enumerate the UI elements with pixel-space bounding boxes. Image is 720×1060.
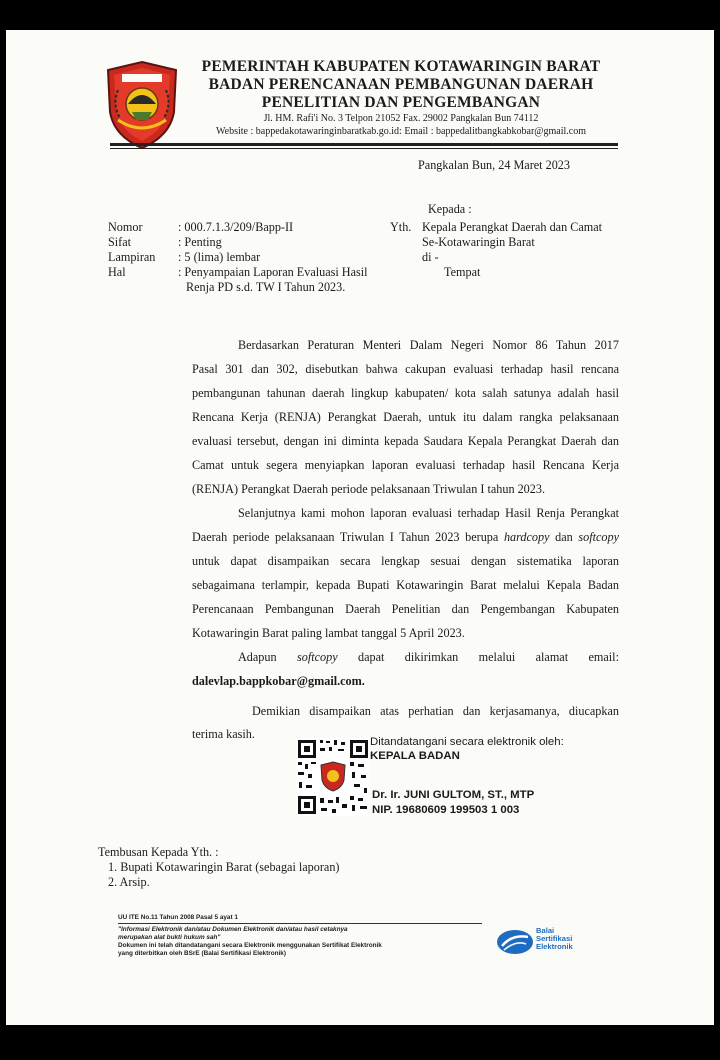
recipient-line2: Se-Kotawaringin Barat <box>422 235 535 249</box>
bsre-text: Balai <box>536 926 555 935</box>
letterhead-agency: BADAN PERENCANAAN PEMBANGUNAN DAERAH <box>208 76 594 93</box>
body-p3-word: alamat <box>535 650 569 664</box>
report-email-link[interactable]: dalevlap.bappkobar@gmail.com. <box>192 674 365 688</box>
recipient-di: di - <box>422 250 439 264</box>
body-p1-line: pembangunan tahunan daerah lingkup kabupaten/ kota salah satunya adalah hasil <box>192 386 619 400</box>
body-p3-word: email: <box>588 650 619 664</box>
cc-item: 1. Bupati Kotawaringin Barat (sebagai laporan) <box>108 860 340 874</box>
body-p2-line: Selanjutnya kami mohon laporan evaluasi terhadap Hasil Renja Perangkat <box>238 506 619 520</box>
cc-title: Tembusan Kepada Yth. : <box>98 845 219 859</box>
recipient-kepada: Kepada : <box>428 202 472 216</box>
body-p2-line <box>192 530 619 545</box>
body-p1-line: Pasal 301 dan 302, disebutkan bahwa cakupan evaluasi terhadap hasil rencana <box>192 362 619 376</box>
body-p3-word: dapat <box>358 650 385 664</box>
body-p2-line: Kotawaringin Barat paling lambat tanggal 5 April 2023. <box>192 626 465 640</box>
nomor-label: Nomor <box>108 220 143 234</box>
footer-esign-statement: yang diterbitkan oleh BSrE (Balai Sertifikasi Elektronik) <box>118 950 286 957</box>
hardcopy-term: hardcopy <box>503 530 550 544</box>
softcopy-term: softcopy <box>578 530 619 544</box>
bsre-wordmark <box>536 927 573 951</box>
body-p1-line: (RENJA) Perangkat Daerah periode pelaksanaan Triwulan I tahun 2023. <box>192 482 546 496</box>
body-p3-line <box>238 650 619 665</box>
signer-name: Dr. Ir. JUNI GULTOM, ST., MTP <box>372 789 535 801</box>
body-p4-line: Demikian disampaikan atas perhatian dan kerjasamanya, diucapkan <box>252 704 619 718</box>
bsre-text: Elektronik <box>536 942 573 951</box>
lampiran-value: : 5 (lima) lembar <box>178 250 261 264</box>
header-thin-rule <box>110 148 618 149</box>
letterhead-government: PEMERINTAH KABUPATEN KOTAWARINGIN BARAT <box>201 58 601 75</box>
sifat-label: Sifat <box>108 235 132 249</box>
body-p2-line: untuk dapat disampaikan secara lengkap sesuai dengan sistematika laporan <box>192 554 619 568</box>
hal-value-line1: : Penyampaian Laporan Evaluasi Hasil <box>178 265 368 279</box>
letter-page <box>6 30 714 1025</box>
qr-code-icon[interactable] <box>296 738 370 816</box>
body-p4-line: terima kasih. <box>192 727 255 741</box>
cc-item: 2. Arsip. <box>108 875 150 889</box>
letterhead-website: Website : bappedakotawaringinbaratkab.go.id: Email : bappedalitbangkabkobar@gmail.com <box>216 126 586 137</box>
header-thick-rule <box>110 143 618 146</box>
recipient-yth: Yth. <box>390 220 412 234</box>
body-p1-line: Rencana Kerja (RENJA) Perangkat Daerah, untuk itu dalam rangka pelaksanaan <box>192 410 619 424</box>
place-date: Pangkalan Bun, 24 Maret 2023 <box>418 158 570 172</box>
body-p2-line: sebagaimana terlampir, kepada Bupati Kotawaringin Barat melalui Kepala Badan <box>192 578 619 592</box>
body-p2-text: dan <box>549 530 579 544</box>
footer-rule <box>118 923 482 924</box>
softcopy-term: softcopy <box>296 650 338 664</box>
body-p1-line: evaluasi tersebut, dengan ini diminta kepada Saudara Kepala Perangkat Daerah dan <box>192 434 619 448</box>
bsre-logo-icon <box>496 928 534 956</box>
e-sign-note: Ditandatangani secara elektronik oleh: <box>370 736 564 748</box>
body-p3-word: melalui <box>478 650 516 664</box>
footer-law-ref: UU ITE No.11 Tahun 2008 Pasal 5 ayat 1 <box>118 914 238 921</box>
recipient-line1: Kepala Perangkat Daerah dan Camat <box>422 220 603 234</box>
body-p1-line: Camat untuk segera menyiapkan laporan evaluasi terhadap hasil Rencana Kerja <box>192 458 619 472</box>
lampiran-label: Lampiran <box>108 250 156 264</box>
footer-law-quote: "Informasi Elektronik dan/atau Dokumen Elektronik dan/atau hasil cetaknya <box>118 926 348 933</box>
body-p2-text: Daerah periode pelaksanaan Triwulan I Tahun 2023 berupa <box>192 530 504 544</box>
body-p3-word: Adapun <box>238 650 277 664</box>
letterhead-division: PENELITIAN DAN PENGEMBANGAN <box>261 94 541 111</box>
hal-label: Hal <box>108 265 126 279</box>
regency-coat-of-arms-logo <box>104 60 180 150</box>
letterhead-address: Jl. HM. Rafi'i No. 3 Telpon 21052 Fax. 29002 Pangkalan Bun 74112 <box>263 113 539 124</box>
bsre-text: Sertifikasi <box>536 934 573 943</box>
hal-value-line2: Renja PD s.d. TW I Tahun 2023. <box>186 280 346 294</box>
recipient-tempat: Tempat <box>444 265 481 279</box>
body-p2-line: Perencanaan Pembangunan Daerah Penelitian dan Pengembangan Kabupaten <box>192 602 619 616</box>
signer-nip: NIP. 19680609 199503 1 003 <box>372 804 520 816</box>
nomor-value: : 000.7.1.3/209/Bapp-II <box>178 220 294 234</box>
sifat-value: : Penting <box>178 235 222 249</box>
signer-position: KEPALA BADAN <box>370 750 460 762</box>
body-p3-word: dikirimkan <box>404 650 459 664</box>
body-p1-line: Berdasarkan Peraturan Menteri Dalam Negeri Nomor 86 Tahun 2017 <box>238 338 619 352</box>
footer-law-quote: merupakan alat bukti hukum sah" <box>118 934 221 941</box>
footer-esign-statement: Dokumen ini telah ditandatangani secara Elektronik menggunakan Sertifikat Elektronik <box>118 942 382 949</box>
